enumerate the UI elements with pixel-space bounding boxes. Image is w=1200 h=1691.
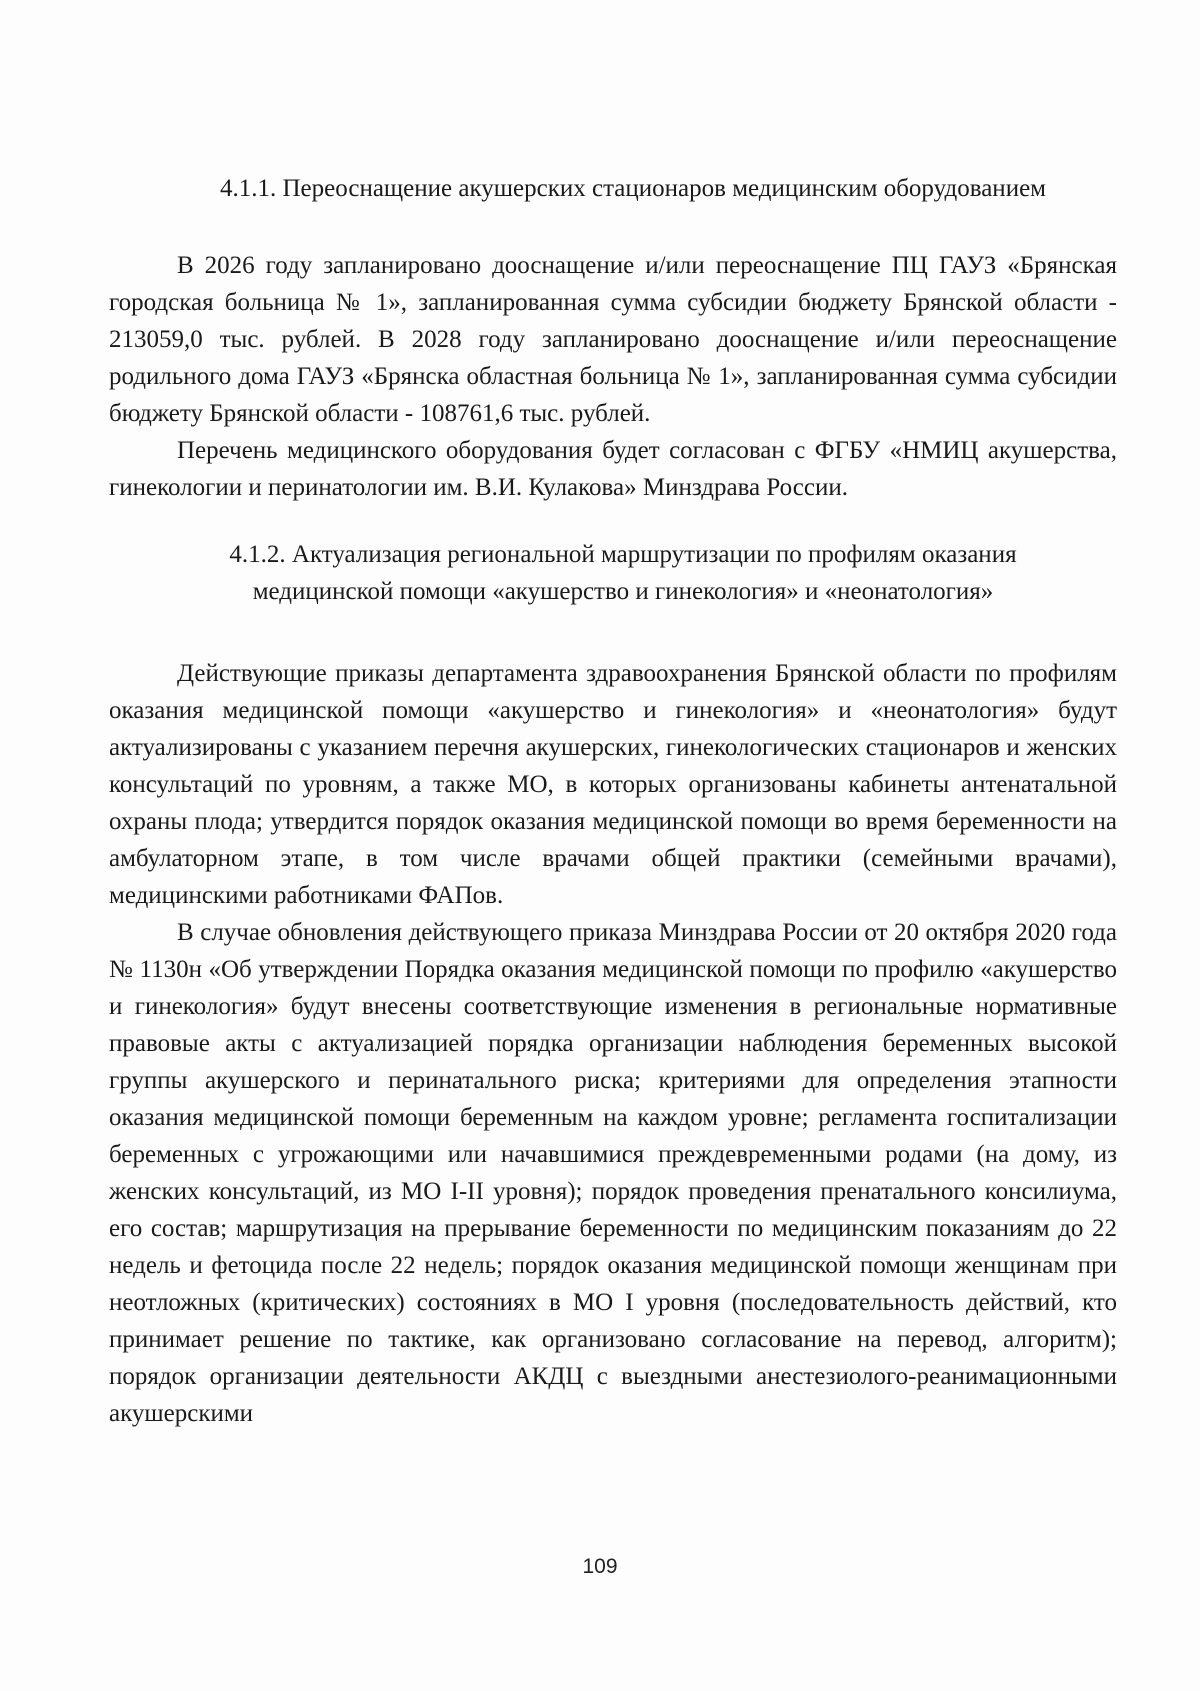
section-heading-4-1-2	[109, 536, 1117, 610]
section-heading-4-1-2-line1: 4.1.2. Актуализация региональной маршрутизации по профилям оказания	[229, 541, 1017, 568]
page-content	[109, 160, 1117, 1432]
paragraph-subsidy-plans: В 2026 году запланировано дооснащение и/или переоснащение ПЦ ГАУЗ «Брянская городская больница № 1», запланированная сумма субсидии бюджету Брянской области - 213059,0 тыс. рублей. В 2028 году запланировано дооснащение и/или переоснащение родильного дома ГАУЗ «Брянска областная больница № 1», запланированная сумма субсидии бюджету Брянской области - 108761,6 тыс. рублей.	[109, 252, 1117, 427]
page-number: 109	[582, 1555, 618, 1578]
paragraph-routing-orders: Действующие приказы департамента здравоохранения Брянской области по профилям оказания медицинской помощи «акушерство и гинекология» и «неонатология» будут актуализированы с указанием перечня акушерских, гинекологических стационаров и женских консультаций по уровням, а также МО, в которых организованы кабинеты антенатальной охраны плода; утвердится порядок оказания медицинской помощи во время беременности на амбулаторном этапе, в том числе врачами общей практики (семейными врачами), медицинскими работниками ФАПов.	[109, 660, 1117, 909]
paragraph-order-update: В случае обновления действующего приказа Минздрава России от 20 октября 2020 года № 1130н «Об утверждении Порядка оказания медицинской помощи по профилю «акушерство и гинекология» будут внесены соответствующие изменения в региональные нормативные правовые акты с актуализацией порядка организации наблюдения беременных высокой группы акушерского и перинатального риска; критериями для определения этапности оказания медицинской помощи беременным на каждом уровне; регламента госпитализации беременных с угрожающими или начавшимися преждевременными родами (на дому, из женских консультаций, из МО I-II уровня); порядок проведения пренатального консилиума, его состав; маршрутизация на прерывание беременности по медицинским показаниям до 22 недель и фетоцида после 22 недель; порядок оказания медицинской помощи женщинам при неотложных (критических) состояниях в МО I уровня (последовательность действий, кто принимает решение по тактике, как организовано согласование на перевод, алгоритм); порядок организации деятельности АКДЦ с выездными анестезиолого-реанимационными акушерскими	[109, 919, 1117, 1427]
paragraph-equipment-list: Перечень медицинского оборудования будет согласован с ФГБУ «НМИЦ акушерства, гинекологии и перинатологии им. В.И. Кулакова» Минздрава России.	[109, 437, 1117, 501]
section-heading-4-1-2-line2: медицинской помощи «акушерство и гинекология» и «неонатология»	[252, 578, 994, 605]
section-heading-4-1-1: 4.1.1. Переоснащение акушерских стационаров медицинским оборудованием	[219, 175, 1046, 202]
